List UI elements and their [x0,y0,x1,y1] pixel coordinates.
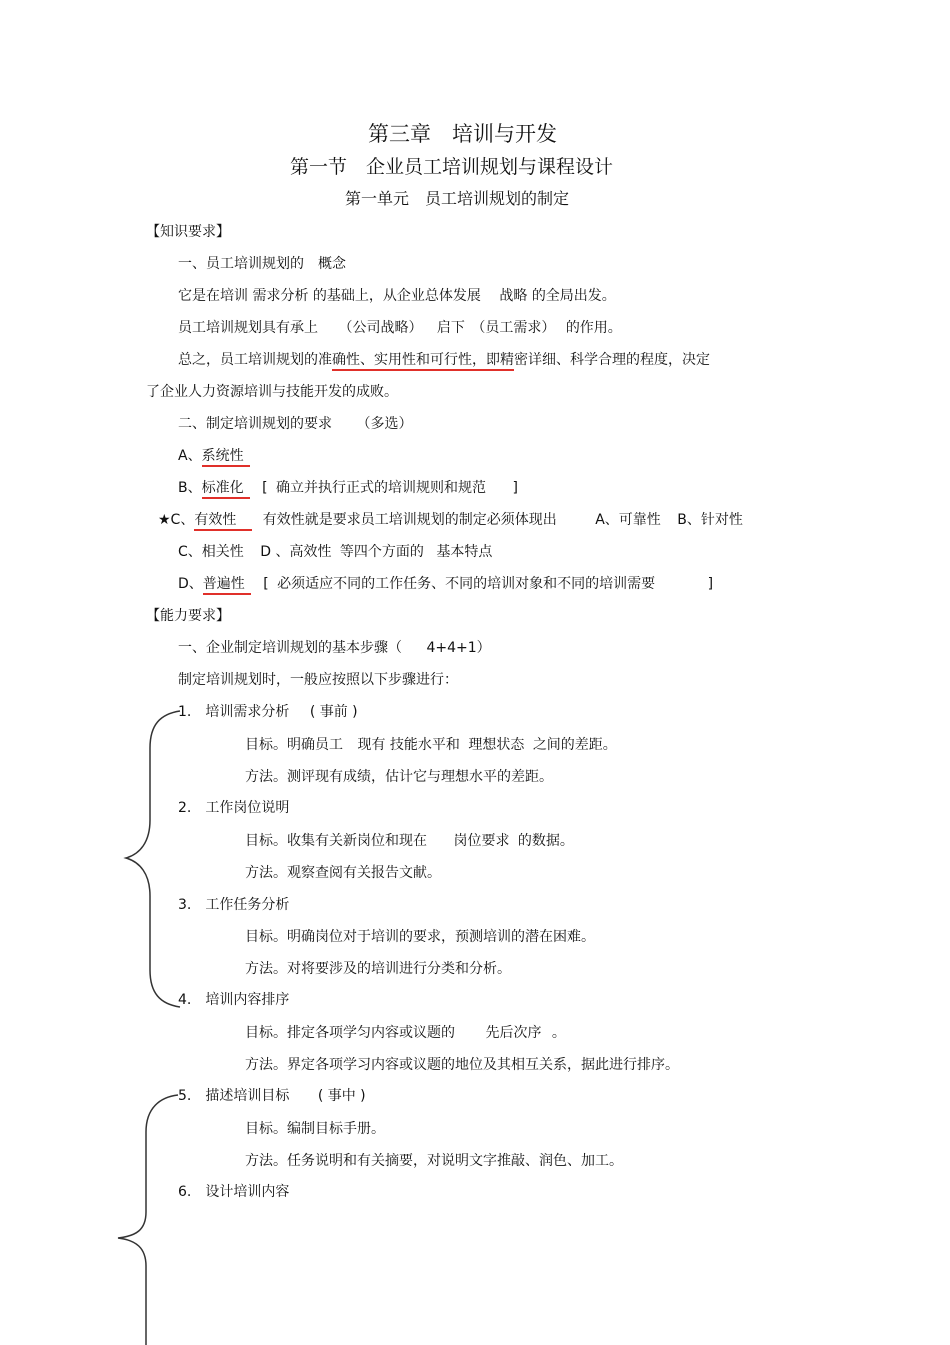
item-d-open: [ [263,576,269,592]
steps-intro: 制定培训规划时，一般应按照以下步骤进行： [178,672,458,688]
s1-goal-b: 现有 [357,737,386,753]
item-b-term: 标准化 [202,480,250,499]
p2-e: 的作用。 [565,320,622,336]
s2-goal-c: 的数据。 [517,833,574,849]
item-d-label: D、 [178,576,203,592]
step-1-title: 1. 培训需求分析 [178,704,290,720]
p3-e: 密详细、科学合理的程度，决定 [514,352,710,368]
p3-c: 性和可行性 [402,352,472,371]
item-c2-c: 等四个方面的 [339,544,424,560]
s4-goal-a: 目标。排定各项学匀内容或议题的 [245,1025,455,1041]
p1-c: 的基础上，从企业总体发展 [312,288,481,304]
step-3-method: 方法。对将要涉及的培训进行分类和分析。 [245,961,511,977]
knowledge-heading: 【知识要求】 [146,224,230,240]
brace-steps-1-4 [126,711,180,1007]
section-title: 第一节 企业员工培训规划与课程设计 [290,156,614,178]
req-note: （多选） [356,416,413,432]
item-a-label: A、 [178,448,202,464]
item-c-desc: 有效性就是要求员工培训规划的制定必须体现出 [262,512,557,528]
item-c2-a: C、相关性 [178,544,244,560]
steps-count: 4+4+1） [426,640,491,656]
item-b-close: ] [512,480,518,496]
p2-b: （公司战略） [338,320,423,336]
step-4-title: 4. 培训内容排序 [178,992,290,1008]
item-b-open: [ [262,480,268,496]
s4-goal-c: 。 [551,1025,566,1041]
s1-goal-e: 之间的差距。 [532,737,617,753]
step-2-method: 方法。观察查阅有关报告文献。 [245,865,441,881]
unit-title: 第一单元 员工培训规划的制定 [345,189,570,208]
p3-d: ，即精 [472,352,514,371]
paragraph-3-line2: 了企业人力资源培训与技能开发的成败。 [146,384,398,400]
step-5-title: 5. 描述培训目标 [178,1088,290,1104]
p1-a: 它是在培训 [178,288,248,304]
concept-heading: 一、员工培训规划的 概念 [178,256,346,272]
item-d-term: 普遍性 [203,576,251,595]
s4-goal-b: 先后次序 [485,1025,542,1041]
item-c-b: B、针对性 [677,512,743,528]
steps-heading-text: 一、企业制定培训规划的基本步骤（ [178,640,402,656]
item-b-label: B、 [178,480,202,496]
item-a-term: 系统性 [202,448,250,467]
step-2-title: 2. 工作岗位说明 [178,800,290,816]
s2-goal-b: 岗位要求 [453,833,510,849]
p3-a: 总之，员工培训规划的准 [178,352,332,368]
item-d-close: ] [707,576,714,592]
p2-d: （员工需求） [471,320,556,336]
p1-d: 战略 [499,288,528,304]
p1-e: 的全局出发。 [531,288,616,304]
step-3-title: 3. 工作任务分析 [178,897,290,913]
step-6-title: 6. 设计培训内容 [178,1184,290,1200]
step-5-goal: 目标。编制目标手册。 [245,1121,385,1137]
step-5-note: ( 事中 ) [317,1088,366,1104]
step-3-goal: 目标。明确岗位对于培训的要求，预测培训的潜在困难。 [245,929,595,945]
req-heading-text: 二、制定培训规划的要求 [178,416,332,432]
s1-goal-c: 技能水平和 [389,737,460,753]
item-c-a: A、可靠性 [595,512,661,528]
step-1-note: ( 事前 ) [309,704,358,720]
p2-a: 员工培训规划具有承上 [178,320,318,336]
item-d-desc: 必须适应不同的工作任务、不同的培训对象和不同的培训需要 [277,576,656,592]
item-c-star: ★C、 [158,512,195,528]
step-1-method: 方法。测评现有成绩，估计它与理想水平的差距。 [245,769,553,785]
item-c2-d: 基本特点 [436,544,493,560]
item-c-term: 有效性 [194,512,252,531]
s1-goal-a: 目标。明确员工 [245,737,343,753]
p2-c: 启下 [436,320,465,336]
chapter-title: 第三章 培训与开发 [368,122,557,146]
ability-heading: 【能力要求】 [146,608,230,624]
brace-steps-5-plus [118,1095,178,1345]
p1-b: 需求分析 [252,288,309,304]
s1-goal-d: 理想状态 [468,737,525,753]
step-5-method: 方法。任务说明和有关摘要，对说明文字推敲、润色、加工。 [245,1153,623,1169]
item-c2-b: D 、高效性 [260,544,332,560]
step-4-method: 方法。界定各项学习内容或议题的地位及其相互关系，据此进行排序。 [245,1057,679,1073]
s2-goal-a: 目标。收集有关新岗位和现在 [245,833,427,849]
p3-b: 确性、实用 [332,352,402,371]
item-b-desc: 确立并执行正式的培训规则和规范 [275,480,486,496]
